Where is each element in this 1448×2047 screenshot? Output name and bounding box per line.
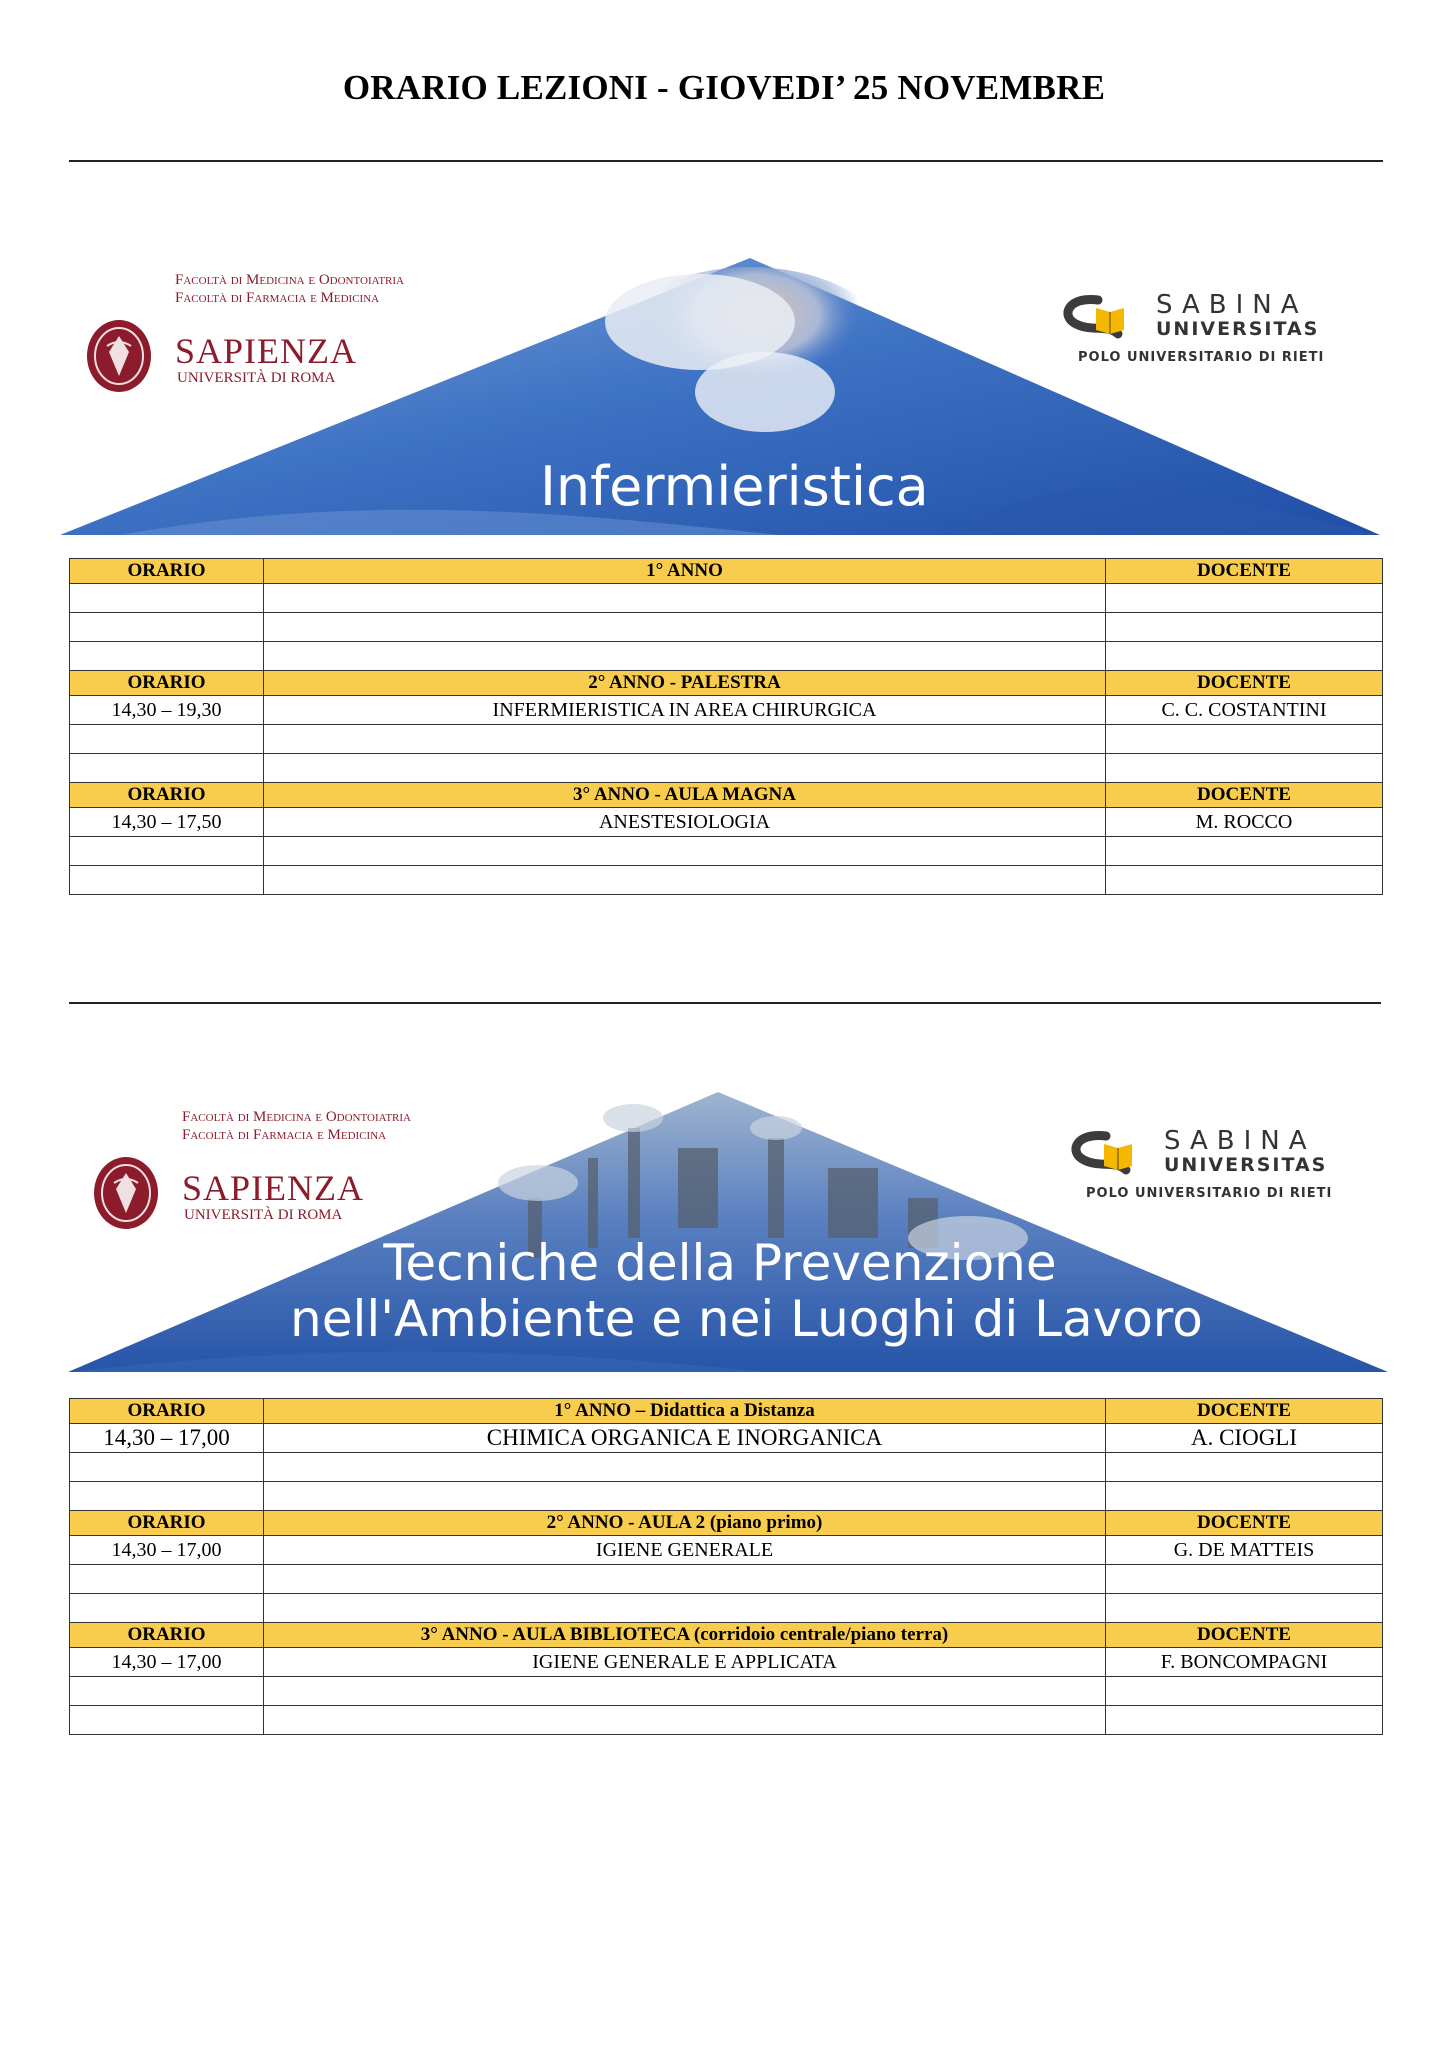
cell-docente: [1106, 584, 1383, 613]
cell-orario: [70, 866, 264, 895]
header-anno: 3° ANNO - AULA MAGNA: [264, 783, 1106, 808]
cell-corso: [264, 584, 1106, 613]
table-row: [70, 754, 1383, 783]
table-row: [70, 642, 1383, 671]
middle-divider: [69, 1002, 1381, 1004]
faculty-line-2: Facoltà di Farmacia e Medicina: [182, 1127, 387, 1143]
cell-docente: A. CIOGLI: [1106, 1424, 1383, 1453]
cell-docente: [1106, 1482, 1383, 1511]
header-orario: ORARIO: [70, 783, 264, 808]
table-row: [70, 1706, 1383, 1735]
cell-docente: [1106, 866, 1383, 895]
schedule-table-tecniche-prevenzione: [69, 1398, 1383, 1735]
cell-corso: [264, 1706, 1106, 1735]
cell-corso: IGIENE GENERALE: [264, 1536, 1106, 1565]
banner-tecniche-title-line-1: Tecniche della Prevenzione: [383, 1234, 1057, 1292]
table-row: [70, 1424, 1383, 1453]
faculty-line-1: Facoltà di Medicina e Odontoiatria: [175, 272, 404, 288]
cell-orario: [70, 1594, 264, 1623]
sapienza-seal-icon: [85, 318, 153, 394]
cell-corso: [264, 1482, 1106, 1511]
header-anno: 1° ANNO: [264, 559, 1106, 584]
sabina-line-2: UNIVERSITAS: [1164, 1154, 1328, 1176]
cell-orario: 14,30 – 17,00: [70, 1648, 264, 1677]
sapienza-logo: [92, 1107, 492, 1237]
table-header-row: [70, 1511, 1383, 1536]
header-docente: DOCENTE: [1106, 559, 1383, 584]
table-row: [70, 837, 1383, 866]
cell-orario: 14,30 – 17,50: [70, 808, 264, 837]
header-anno: 2° ANNO - AULA 2 (piano primo): [264, 1511, 1106, 1536]
cell-docente: M. ROCCO: [1106, 808, 1383, 837]
cell-corso: IGIENE GENERALE E APPLICATA: [264, 1648, 1106, 1677]
sapienza-name: SAPIENZA: [175, 331, 358, 371]
table-row: [70, 1677, 1383, 1706]
cell-orario: 14,30 – 19,30: [70, 696, 264, 725]
top-divider: [69, 160, 1383, 162]
cell-docente: G. DE MATTEIS: [1106, 1536, 1383, 1565]
cell-docente: F. BONCOMPAGNI: [1106, 1648, 1383, 1677]
cell-orario: [70, 1677, 264, 1706]
table-row: [70, 1648, 1383, 1677]
faculty-line-2: Facoltà di Farmacia e Medicina: [175, 290, 380, 306]
header-orario: ORARIO: [70, 671, 264, 696]
cell-docente: [1106, 754, 1383, 783]
sabina-logo: [1066, 1126, 1366, 1206]
cell-docente: [1106, 1565, 1383, 1594]
table-row: [70, 866, 1383, 895]
sapienza-seal-icon: [92, 1155, 160, 1231]
banner-infermieristica-title: Infermieristica: [540, 455, 929, 518]
table-row: [70, 584, 1383, 613]
header-docente: DOCENTE: [1106, 1623, 1383, 1648]
cell-docente: [1106, 1453, 1383, 1482]
cell-orario: [70, 754, 264, 783]
cell-orario: [70, 1565, 264, 1594]
faculty-line-1: Facoltà di Medicina e Odontoiatria: [182, 1109, 411, 1125]
table-header-row: [70, 1623, 1383, 1648]
header-orario: ORARIO: [70, 559, 264, 584]
table-row: [70, 1453, 1383, 1482]
cell-corso: [264, 1565, 1106, 1594]
header-docente: DOCENTE: [1106, 1399, 1383, 1424]
sabina-logo: [1058, 290, 1358, 370]
table-row: [70, 808, 1383, 837]
banner-tecniche-title-line-2: nell'Ambiente e nei Luoghi di Lavoro: [290, 1290, 1203, 1348]
cell-corso: [264, 642, 1106, 671]
cell-corso: [264, 754, 1106, 783]
cell-corso: [264, 613, 1106, 642]
cell-orario: [70, 584, 264, 613]
header-docente: DOCENTE: [1106, 671, 1383, 696]
table-row: [70, 1536, 1383, 1565]
sabina-line-2: UNIVERSITAS: [1156, 318, 1320, 340]
table-header-row: [70, 783, 1383, 808]
page-title: ORARIO LEZIONI - GIOVEDI’ 25 NOVEMBRE: [342, 68, 1106, 107]
header-docente: DOCENTE: [1106, 783, 1383, 808]
cell-orario: [70, 642, 264, 671]
cell-corso: [264, 837, 1106, 866]
table-header-row: [70, 559, 1383, 584]
header-docente: DOCENTE: [1106, 1511, 1383, 1536]
table-row: [70, 696, 1383, 725]
cell-orario: [70, 1482, 264, 1511]
sapienza-sub: UNIVERSITÀ DI ROMA: [177, 370, 336, 386]
header-orario: ORARIO: [70, 1511, 264, 1536]
table-header-row: [70, 671, 1383, 696]
cell-orario: [70, 1453, 264, 1482]
cell-docente: [1106, 725, 1383, 754]
table-row: [70, 613, 1383, 642]
cell-corso: [264, 725, 1106, 754]
table-row: [70, 1565, 1383, 1594]
cell-corso: [264, 866, 1106, 895]
cell-docente: [1106, 1677, 1383, 1706]
cell-docente: C. C. COSTANTINI: [1106, 696, 1383, 725]
cell-orario: [70, 837, 264, 866]
sabina-book-icon: [1058, 294, 1148, 342]
cell-docente: [1106, 642, 1383, 671]
cell-corso: INFERMIERISTICA IN AREA CHIRURGICA: [264, 696, 1106, 725]
header-anno: 1° ANNO – Didattica a Distanza: [264, 1399, 1106, 1424]
header-anno: 3° ANNO - AULA BIBLIOTECA (corridoio centrale/piano terra): [264, 1623, 1106, 1648]
cell-orario: [70, 613, 264, 642]
header-orario: ORARIO: [70, 1399, 264, 1424]
table-row: [70, 725, 1383, 754]
sabina-line-3: POLO UNIVERSITARIO DI RIETI: [1086, 1186, 1333, 1201]
cell-corso: [264, 1453, 1106, 1482]
cell-docente: [1106, 613, 1383, 642]
sapienza-sub: UNIVERSITÀ DI ROMA: [184, 1207, 343, 1223]
cell-orario: 14,30 – 17,00: [70, 1536, 264, 1565]
cell-corso: [264, 1594, 1106, 1623]
cell-corso: ANESTESIOLOGIA: [264, 808, 1106, 837]
sapienza-logo: [85, 270, 485, 400]
cell-docente: [1106, 837, 1383, 866]
cell-orario: [70, 725, 264, 754]
table-row: [70, 1594, 1383, 1623]
header-orario: ORARIO: [70, 1623, 264, 1648]
sabina-line-1: SABINA: [1164, 1126, 1316, 1156]
cell-orario: 14,30 – 17,00: [70, 1424, 264, 1453]
schedule-table-infermieristica: [69, 558, 1383, 895]
sabina-book-icon: [1066, 1130, 1156, 1178]
cell-corso: [264, 1677, 1106, 1706]
cell-docente: [1106, 1594, 1383, 1623]
header-anno: 2° ANNO - PALESTRA: [264, 671, 1106, 696]
sapienza-name: SAPIENZA: [182, 1168, 365, 1208]
table-row: [70, 1482, 1383, 1511]
cell-docente: [1106, 1706, 1383, 1735]
sabina-line-3: POLO UNIVERSITARIO DI RIETI: [1078, 350, 1325, 365]
sabina-line-1: SABINA: [1156, 290, 1308, 320]
cell-orario: [70, 1706, 264, 1735]
cell-corso: CHIMICA ORGANICA E INORGANICA: [264, 1424, 1106, 1453]
table-header-row: [70, 1399, 1383, 1424]
